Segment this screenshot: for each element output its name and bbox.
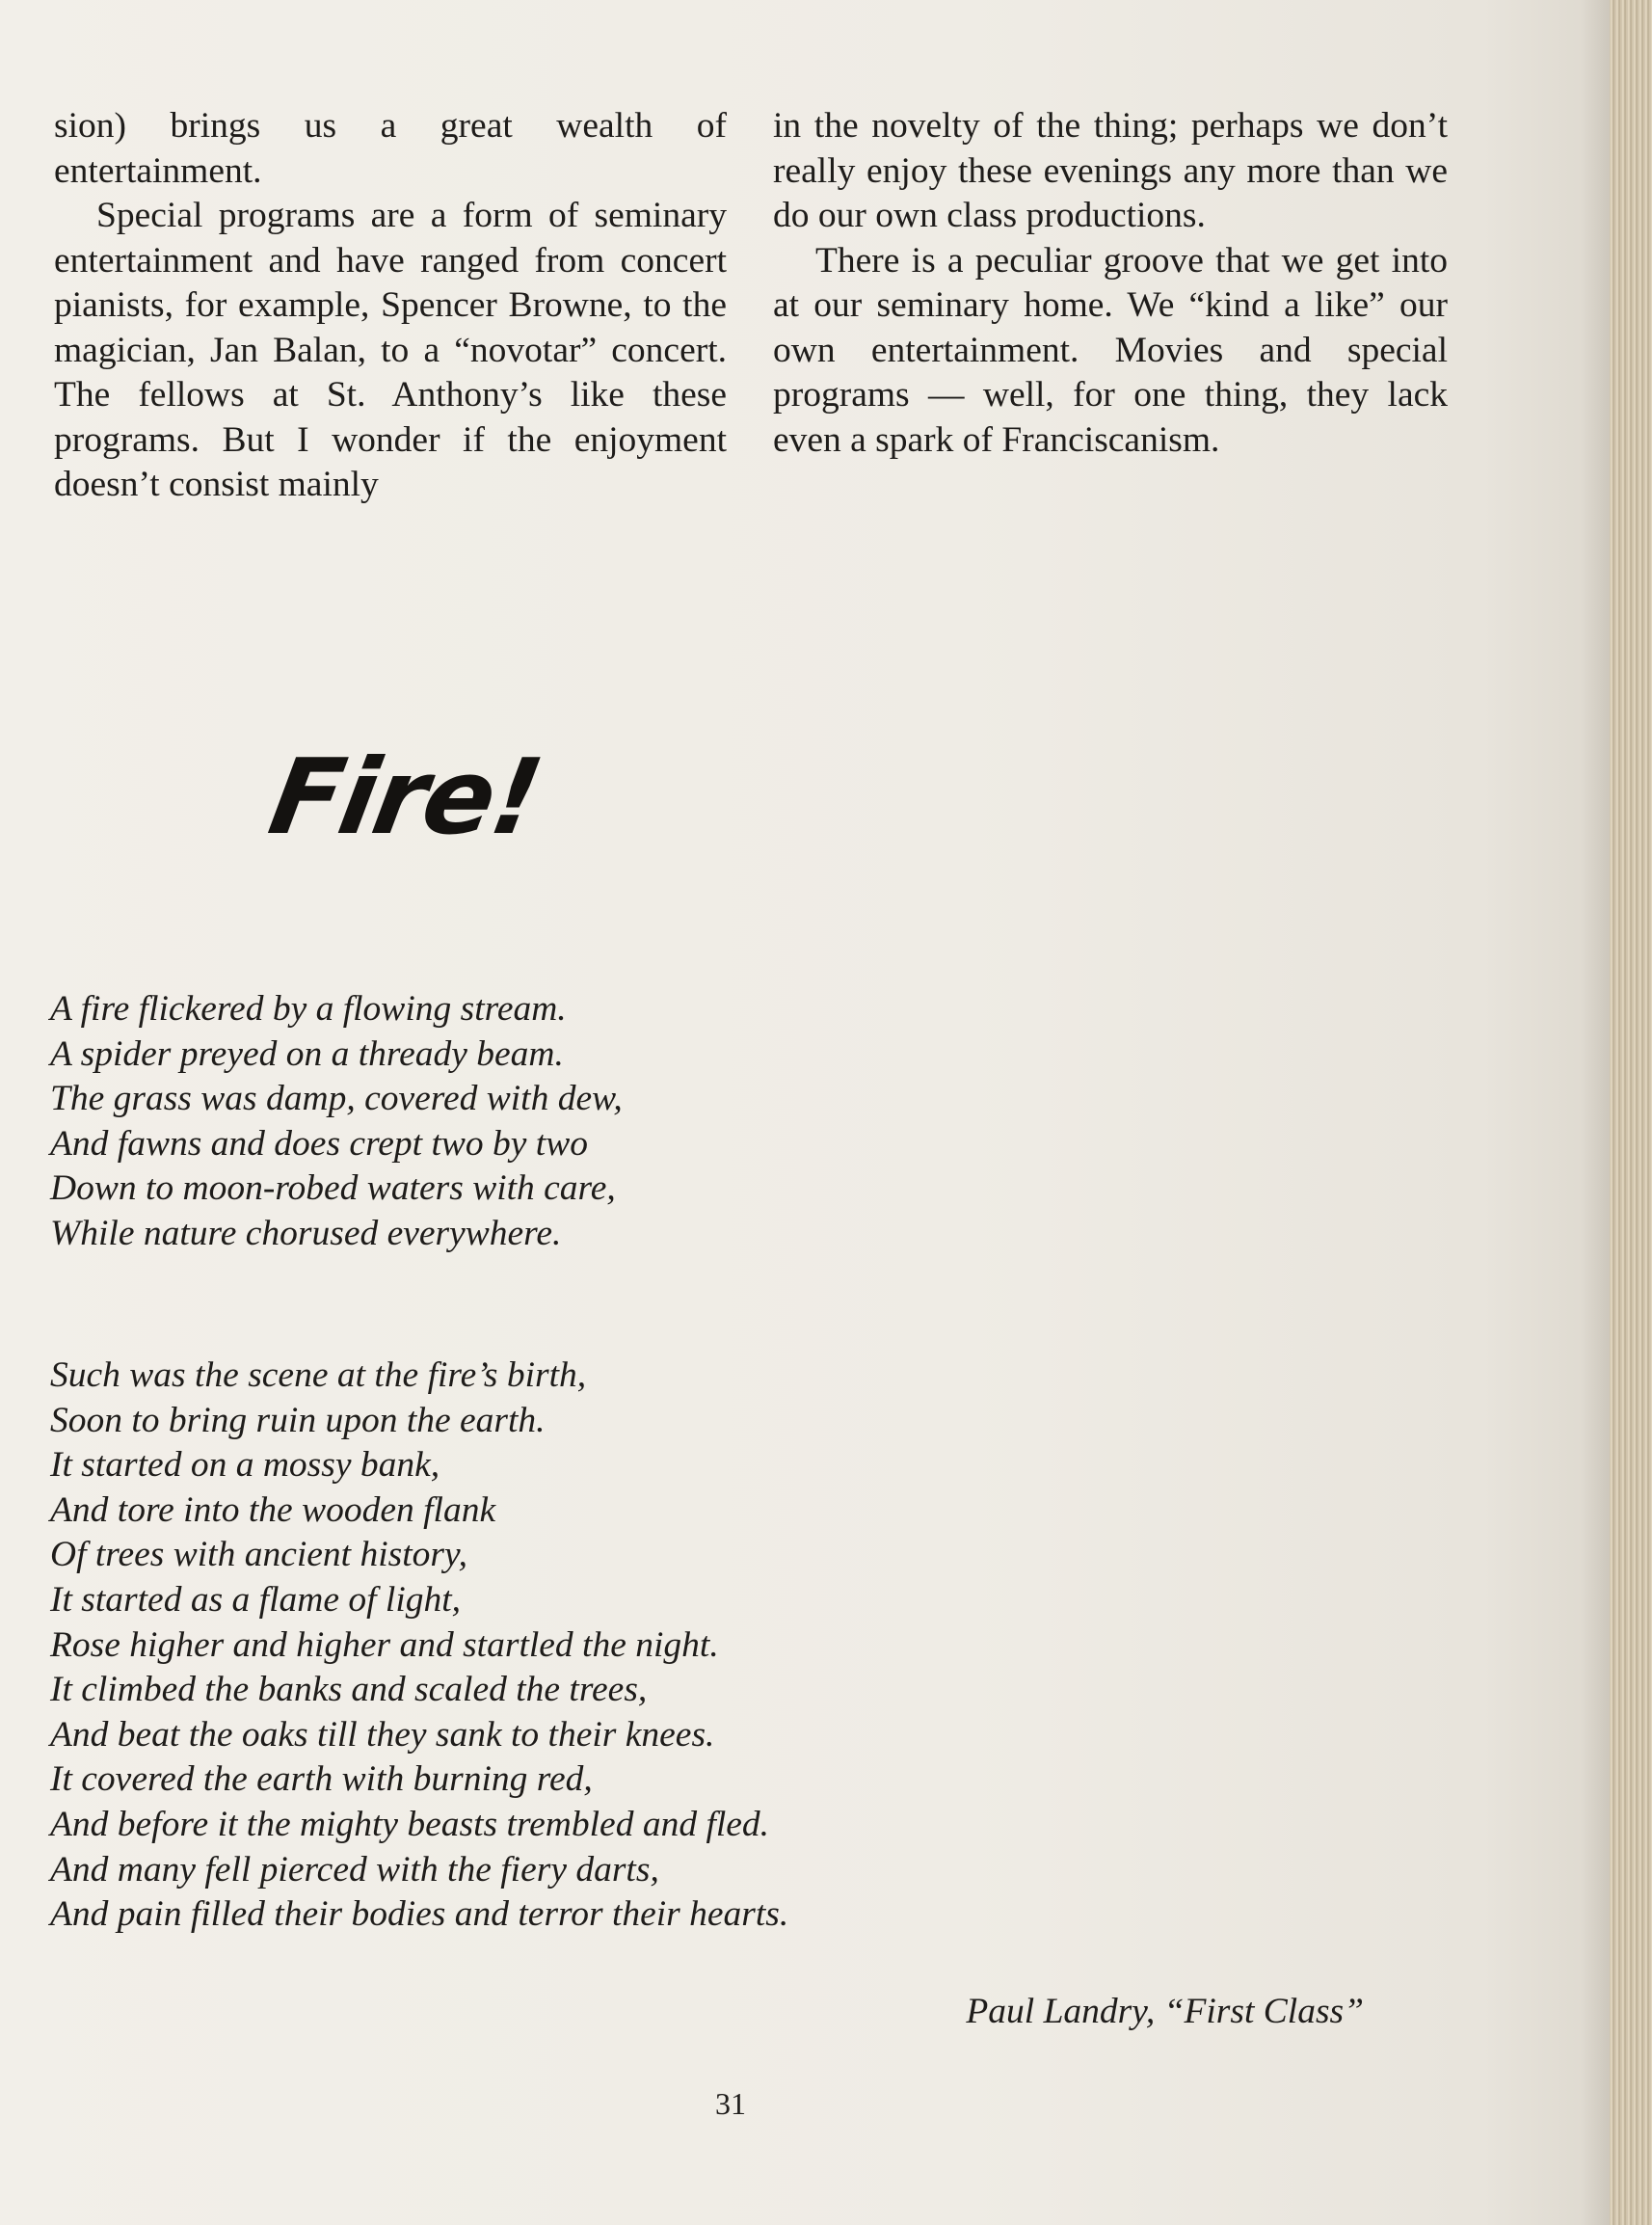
poem-stanza-1 [50,987,623,1257]
poem-line: It started on a mossy bank, [50,1445,440,1486]
article-paragraph: sion) brings us a great wealth of entertainment. [54,106,727,191]
poem-line: Such was the scene at the fire’s birth, [50,1355,587,1395]
poem-title: Fire! [261,737,549,858]
poem-line: And fawns and does crept two by two [50,1123,588,1164]
poem-line: It covered the earth with burning red, [50,1759,593,1800]
poem-line: A spider preyed on a thready beam. [50,1033,564,1074]
poem-line: And many fell pierced with the fiery darts, [50,1849,659,1890]
page-gutter-shadow [1581,0,1610,2225]
poem-line: And before it the mighty beasts trembled and fled. [50,1804,770,1844]
poem-line: Down to moon-robed waters with care, [50,1168,616,1209]
article-left-column [54,104,727,508]
poem-line: It climbed the banks and scaled the trees, [50,1670,648,1710]
article-paragraph: There is a peculiar groove that we get into at our seminary home. We “kind a like” our own entertainment. Movies and special programs — well, for one thing, they lack even a spark of Franciscanism. [773,240,1448,460]
poem-line: While nature chorused everywhere. [50,1213,562,1253]
poem-author: Paul Landry, “First Class” [966,1992,1364,2031]
poem-line: And pain filled their bodies and terror their hearts. [50,1894,789,1935]
poem-stanza-2 [50,1354,788,1938]
poem-line: A fire flickered by a flowing stream. [50,989,567,1029]
article-paragraph: Special programs are a form of seminary entertainment and have ranged from concert pianists, for example, Spencer Browne, to the magician, Jan Balan, to a “novotar” concert. The fellows at St. Anthony’s like these programs. But I wonder if the enjoyment doesn’t consist mainly [54,196,727,504]
book-spine-edge [1610,0,1652,2225]
poem-line: And tore into the wooden flank [50,1489,496,1530]
article-paragraph: in the novelty of the thing; perhaps we don’t really enjoy these evenings any more than we do our own class productions. [773,106,1448,235]
poem-line: And beat the oaks till they sank to their knees. [50,1714,715,1755]
poem-line: It started as a flame of light, [50,1579,462,1620]
poem-line: The grass was damp, covered with dew, [50,1079,623,1119]
poem-line: Soon to bring ruin upon the earth. [50,1400,546,1440]
poem-line: Rose higher and higher and startled the night. [50,1624,719,1665]
page-number: 31 [715,2086,746,2121]
poem-line: Of trees with ancient history, [50,1535,467,1575]
article-right-column [773,104,1448,463]
